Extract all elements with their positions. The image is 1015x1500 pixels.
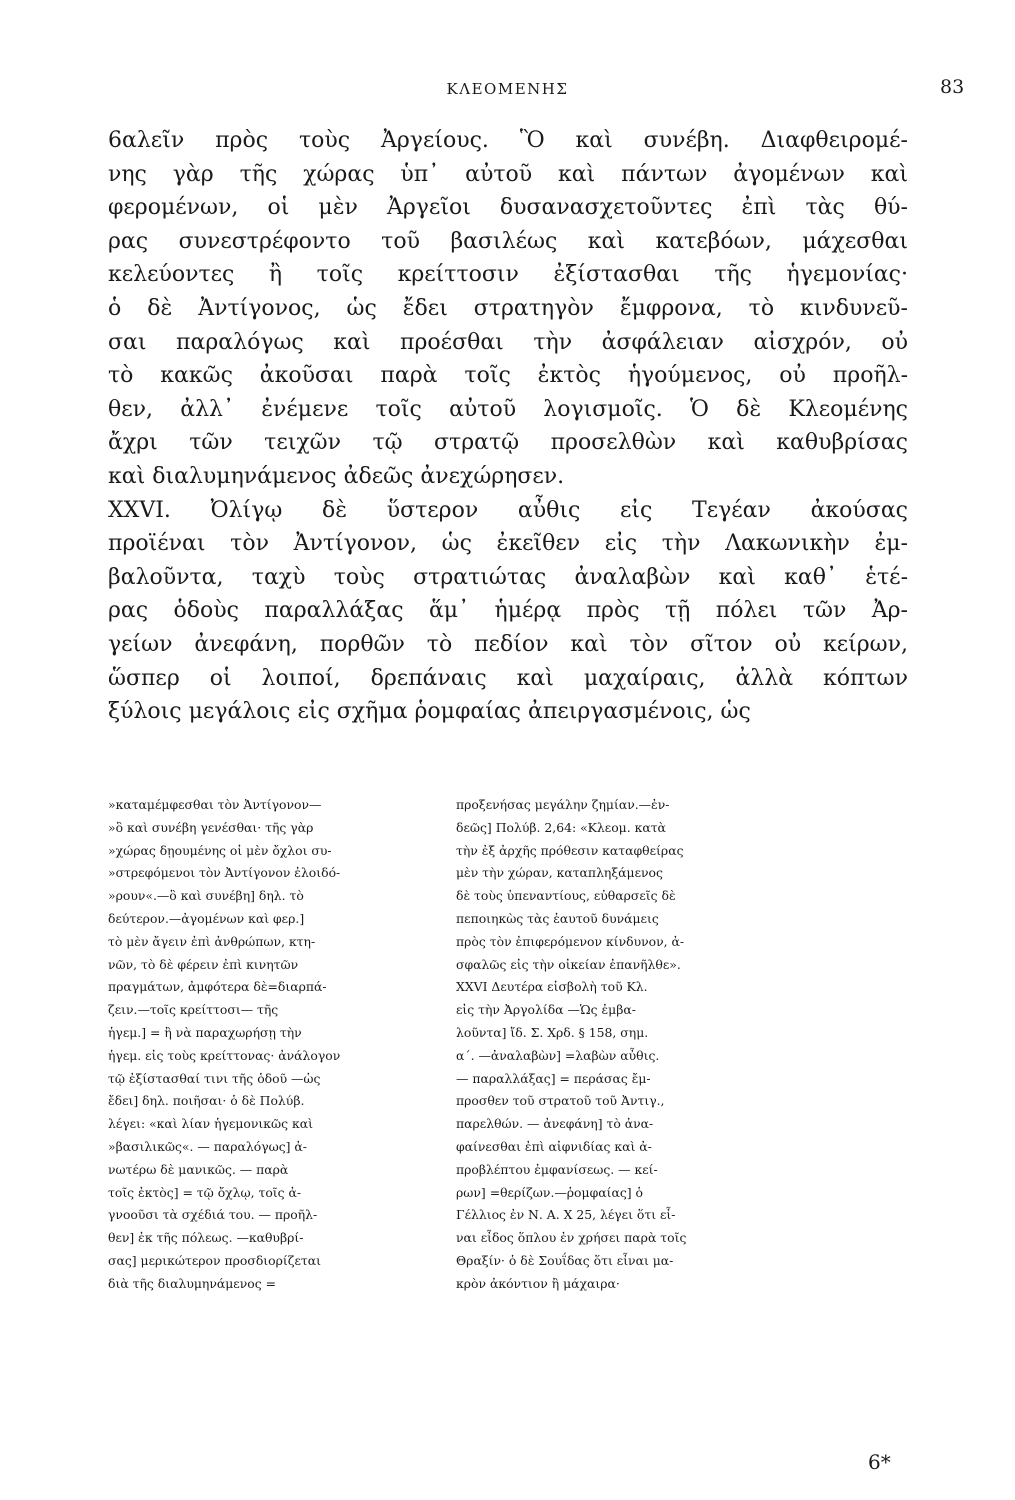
text-line: 6αλεῖν πρὸς τοὺς Ἀργείους. Ὃ καὶ συνέβη. Διαφθειρομέ-: [108, 128, 908, 153]
footnotes-right-column: [456, 794, 806, 1296]
footnote-line: — παραλλάξας] = περάσας ἔμ-: [456, 1070, 651, 1086]
footnote-line: λέγει: «καὶ λίαν ἡγεμονικῶς καὶ: [108, 1116, 313, 1132]
footnote-line: Θραξίν· ὁ δὲ Σουΐδας ὅτι εἶναι μα-: [456, 1252, 674, 1268]
footnote-line: σας] μερικώτερον προσδιορίζεται: [108, 1252, 321, 1268]
footnote-line: ναι εἶδος ὅπλου ἐν χρήσει παρὰ τοῖς: [456, 1230, 687, 1246]
footnote-line: Γέλλιος ἐν Ν. Α. Χ 25, λέγει ὅτι εἶ-: [456, 1207, 676, 1223]
footnote-line: ἡγεμ. εἰς τοὺς κρείττονας· ἀνάλογον: [108, 1047, 341, 1063]
footnote-line: α΄. —ἀναλαβὼν] =λαβὼν αὖθις.: [456, 1047, 660, 1063]
text-line: καὶ διαλυμηνάμενος ἀδεῶς ἀνεχώρησεν.: [108, 463, 565, 489]
signature-mark: 6*: [868, 1450, 891, 1474]
footnote-line: λοῦντα] ἴδ. Σ. Χρδ. § 158, σημ.: [456, 1024, 649, 1040]
footnote-line: ἡγεμ.] = ἢ νὰ παραχωρήσῃ τὴν: [108, 1024, 302, 1040]
text-line: φερομένων, οἱ μὲν Ἀργεῖοι δυσανασχετοῦντες ἐπὶ τὰς θύ-: [108, 195, 908, 221]
footnote-line: κρὸν ἀκόντιον ἢ μάχαιρα·: [456, 1275, 620, 1291]
text-line: ὁ δὲ Ἀντίγονος, ὡς ἔδει στρατηγὸν ἔμφρονα, τὸ κινδυνεῦ-: [108, 295, 908, 321]
footnote-line: τὸ μὲν ἄγειν ἐπὶ ἀνθρώπων, κτη-: [108, 933, 316, 949]
page-number: 83: [940, 76, 965, 98]
footnote-line: δεύτερον.—ἀγομένων καὶ φερ.]: [108, 910, 305, 926]
text-line: βαλοῦντα, ταχὺ τοὺς στρατιώτας ἀναλαβὼν καὶ καθ᾽ ἑτέ-: [108, 564, 908, 590]
footnote-line: μὲν τὴν χώραν, καταπληξάμενος: [456, 865, 663, 881]
footnote-line: προβλέπτου ἐμφανίσεως. — κεί-: [456, 1161, 658, 1177]
footnote-line: XXVI Δευτέρα εἰσβολὴ τοῦ Κλ.: [456, 979, 648, 995]
footnote-line: γνοοῦσι τὰ σχέδιά του. — προῆλ-: [108, 1207, 318, 1223]
text-line: ρας ὁδοὺς παραλλάξας ἅμ᾽ ἡμέρᾳ πρὸς τῇ πόλει τῶν Ἀρ-: [108, 598, 908, 624]
footnote-line: σφαλῶς εἰς τὴν οἰκείαν ἐπανῆλθε».: [456, 956, 681, 972]
footnote-line: »ρουν«.—ὃ καὶ συνέβη] δηλ. τὸ: [108, 888, 304, 904]
text-line: ξύλοις μεγάλοις εἰς σχῆμα ῥομφαίας ἀπειργασμένοις, ὡς: [108, 699, 751, 725]
text-line: ρας συνεστρέφοντο τοῦ βασιλέως καὶ κατεβόων, μάχεσθαι: [108, 228, 908, 254]
footnote-line: εἰς τὴν Ἀργολίδα —Ὡς ἐμβα-: [456, 1002, 636, 1018]
text-line: θεν, ἀλλ᾽ ἐνέμενε τοῖς αὐτοῦ λογισμοῖς. Ὁ δὲ Κλεομένης: [108, 396, 908, 422]
text-line: σαι παραλόγως καὶ προέσθαι τὴν ἀσφάλειαν αἰσχρόν, οὐ: [108, 329, 908, 355]
footnote-line: πραγμάτων, ἀμφότερα δὲ=διαρπά-: [108, 979, 327, 995]
text-line: νης γὰρ τῆς χώρας ὑπ᾽ αὐτοῦ καὶ πάντων ἀγομένων καὶ: [108, 161, 908, 187]
footnotes-left-column: [108, 794, 458, 1296]
text-line: XXVI. Ὀλίγῳ δὲ ὕστερον αὖθις εἰς Τεγέαν ἀκούσας: [108, 497, 908, 523]
text-line: ὥσπερ οἱ λοιποί, δρεπάναις καὶ μαχαίραις, ἀλλὰ κόπτων: [108, 665, 908, 691]
text-line: προϊέναι τὸν Ἀντίγονον, ὡς ἐκεῖθεν εἰς τὴν Λακωνικὴν ἐμ-: [108, 531, 908, 557]
footnote-line: παρελθών. — ἀνεφάνη] τὸ ἀνα-: [456, 1116, 654, 1132]
running-title: ΚΛΕΟΜΕΝΗΣ: [446, 80, 569, 98]
footnote-line: νωτέρω δὲ μανικῶς. — παρὰ: [108, 1161, 289, 1177]
footnote-line: δὲ τοὺς ὑπεναντίους, εὐθαρσεῖς δὲ: [456, 888, 676, 904]
text-line: ἄχρι τῶν τειχῶν τῷ στρατῷ προσελθὼν καὶ καθυβρίσας: [108, 430, 908, 456]
footnote-line: νῶν, τὸ δὲ φέρειν ἐπὶ κινητῶν: [108, 956, 299, 972]
footnote-line: θεν] ἐκ τῆς πόλεως. —καθυβρί-: [108, 1230, 304, 1246]
footnote-line: ἔδει] δηλ. ποιῆσαι· ὁ δὲ Πολύβ.: [108, 1093, 305, 1109]
footnote-line: »χώρας δῃουμένης οἱ μὲν ὄχλοι συ-: [108, 842, 332, 858]
text-line: κελεύοντες ἢ τοῖς κρείττοσιν ἐξίστασθαι τῆς ἡγεμονίας·: [108, 262, 908, 288]
text-line: τὸ κακῶς ἀκοῦσαι παρὰ τοῖς ἐκτὸς ἡγούμενος, οὐ προῆλ-: [108, 363, 908, 389]
text-line: γείων ἀνεφάνη, πορθῶν τὸ πεδίον καὶ τὸν σῖτον οὐ κείρων,: [108, 631, 908, 657]
footnote-line: »στρεφόμενοι τὸν Ἀντίγονον ἐλοιδό-: [108, 865, 341, 881]
footnote-line: ζειν.—τοῖς κρείττοσι— τῆς: [108, 1002, 279, 1018]
footnote-line: τῷ ἐξίστασθαί τινι τῆς ὁδοῦ —ὡς: [108, 1070, 321, 1086]
main-text: [108, 124, 908, 729]
footnote-line: »ὃ καὶ συνέβη γενέσθαι· τῆς γὰρ: [108, 819, 314, 835]
footnote-line: »βασιλικῶς«. — παραλόγως] ἀ-: [108, 1138, 307, 1154]
footnote-line: προξενήσας μεγάλην ζημίαν.—ἐν-: [456, 797, 670, 812]
footnote-line: ρων] =θερίζων.—ῥομφαίας] ὁ: [456, 1184, 644, 1200]
footnote-line: δεῶς] Πολύβ. 2,64: «Κλεομ. κατὰ: [456, 819, 666, 835]
footnote-line: προσθεν τοῦ στρατοῦ τοῦ Ἀντιγ.,: [456, 1093, 665, 1109]
footnote-line: τοῖς ἐκτὸς] = τῷ ὄχλῳ, τοῖς ἀ-: [108, 1184, 302, 1200]
footnote-line: διὰ τῆς διαλυμηνάμενος =: [108, 1275, 276, 1291]
footnote-line: πεποιηκὼς τὰς ἑαυτοῦ δυνάμεις: [456, 910, 659, 926]
footnote-line: »καταμέμφεσθαι τὸν Ἀντίγονον—: [108, 797, 322, 812]
footnote-line: φαίνεσθαι ἐπὶ αἰφνιδίας καὶ ἀ-: [456, 1138, 652, 1154]
footnote-line: πρὸς τὸν ἐπιφερόμενον κίνδυνον, ἀ-: [456, 933, 685, 949]
footnote-line: τὴν ἐξ ἀρχῆς πρόθεσιν καταφθείρας: [456, 842, 684, 858]
